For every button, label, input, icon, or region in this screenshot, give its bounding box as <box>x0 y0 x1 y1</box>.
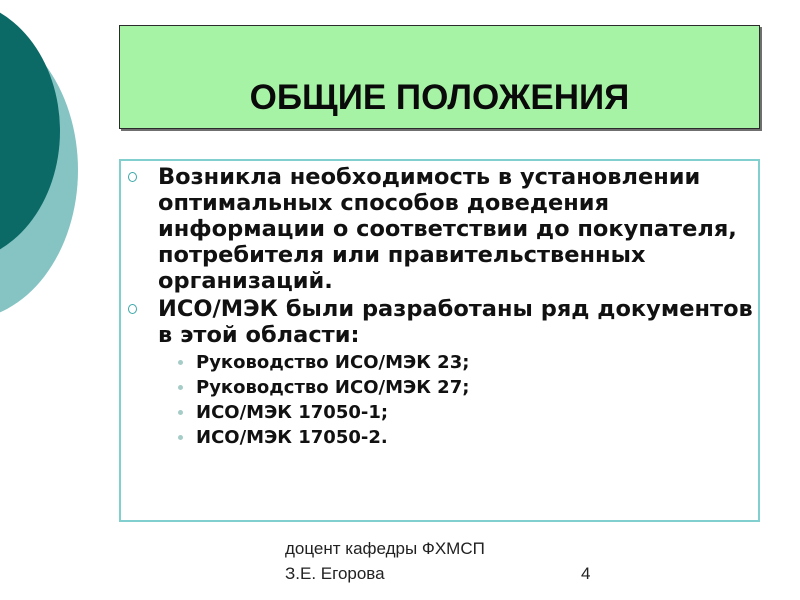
bullet-item <box>121 164 758 294</box>
dot-bullet-icon <box>178 360 183 365</box>
bullet-text: Возникла необходимость в установлении оптимальных способов доведения информации о соответствии до покупателя, потребителя или правительственных организаций. <box>158 164 737 294</box>
bullet-list <box>121 164 758 450</box>
sub-bullet-text: Руководство ИСО/МЭК 27; <box>196 377 470 398</box>
slide-title: ОБЩИЕ ПОЛОЖЕНИЯ <box>249 78 630 117</box>
sub-bullet-item <box>158 400 758 425</box>
bullet-item <box>121 296 758 450</box>
content-box <box>119 159 760 522</box>
page-number: 4 <box>581 564 591 583</box>
sub-bullet-item <box>158 350 758 375</box>
hollow-circle-bullet-icon <box>128 172 137 182</box>
sub-bullet-text: Руководство ИСО/МЭК 23; <box>196 352 470 373</box>
sub-bullet-text: ИСО/МЭК 17050-2. <box>196 427 388 448</box>
bullet-text: ИСО/МЭК были разработаны ряд документов в этой области: <box>158 296 753 348</box>
title-box <box>119 25 760 129</box>
sub-bullet-list <box>158 350 758 450</box>
dot-bullet-icon <box>178 435 183 440</box>
sub-bullet-item <box>158 425 758 450</box>
hollow-circle-bullet-icon <box>128 304 137 314</box>
dot-bullet-icon <box>178 410 183 415</box>
sub-bullet-item <box>158 375 758 400</box>
dot-bullet-icon <box>178 385 183 390</box>
footer-author: доцент кафедры ФХМСП З.Е. Егорова <box>285 539 485 583</box>
sub-bullet-text: ИСО/МЭК 17050-1; <box>196 402 389 423</box>
